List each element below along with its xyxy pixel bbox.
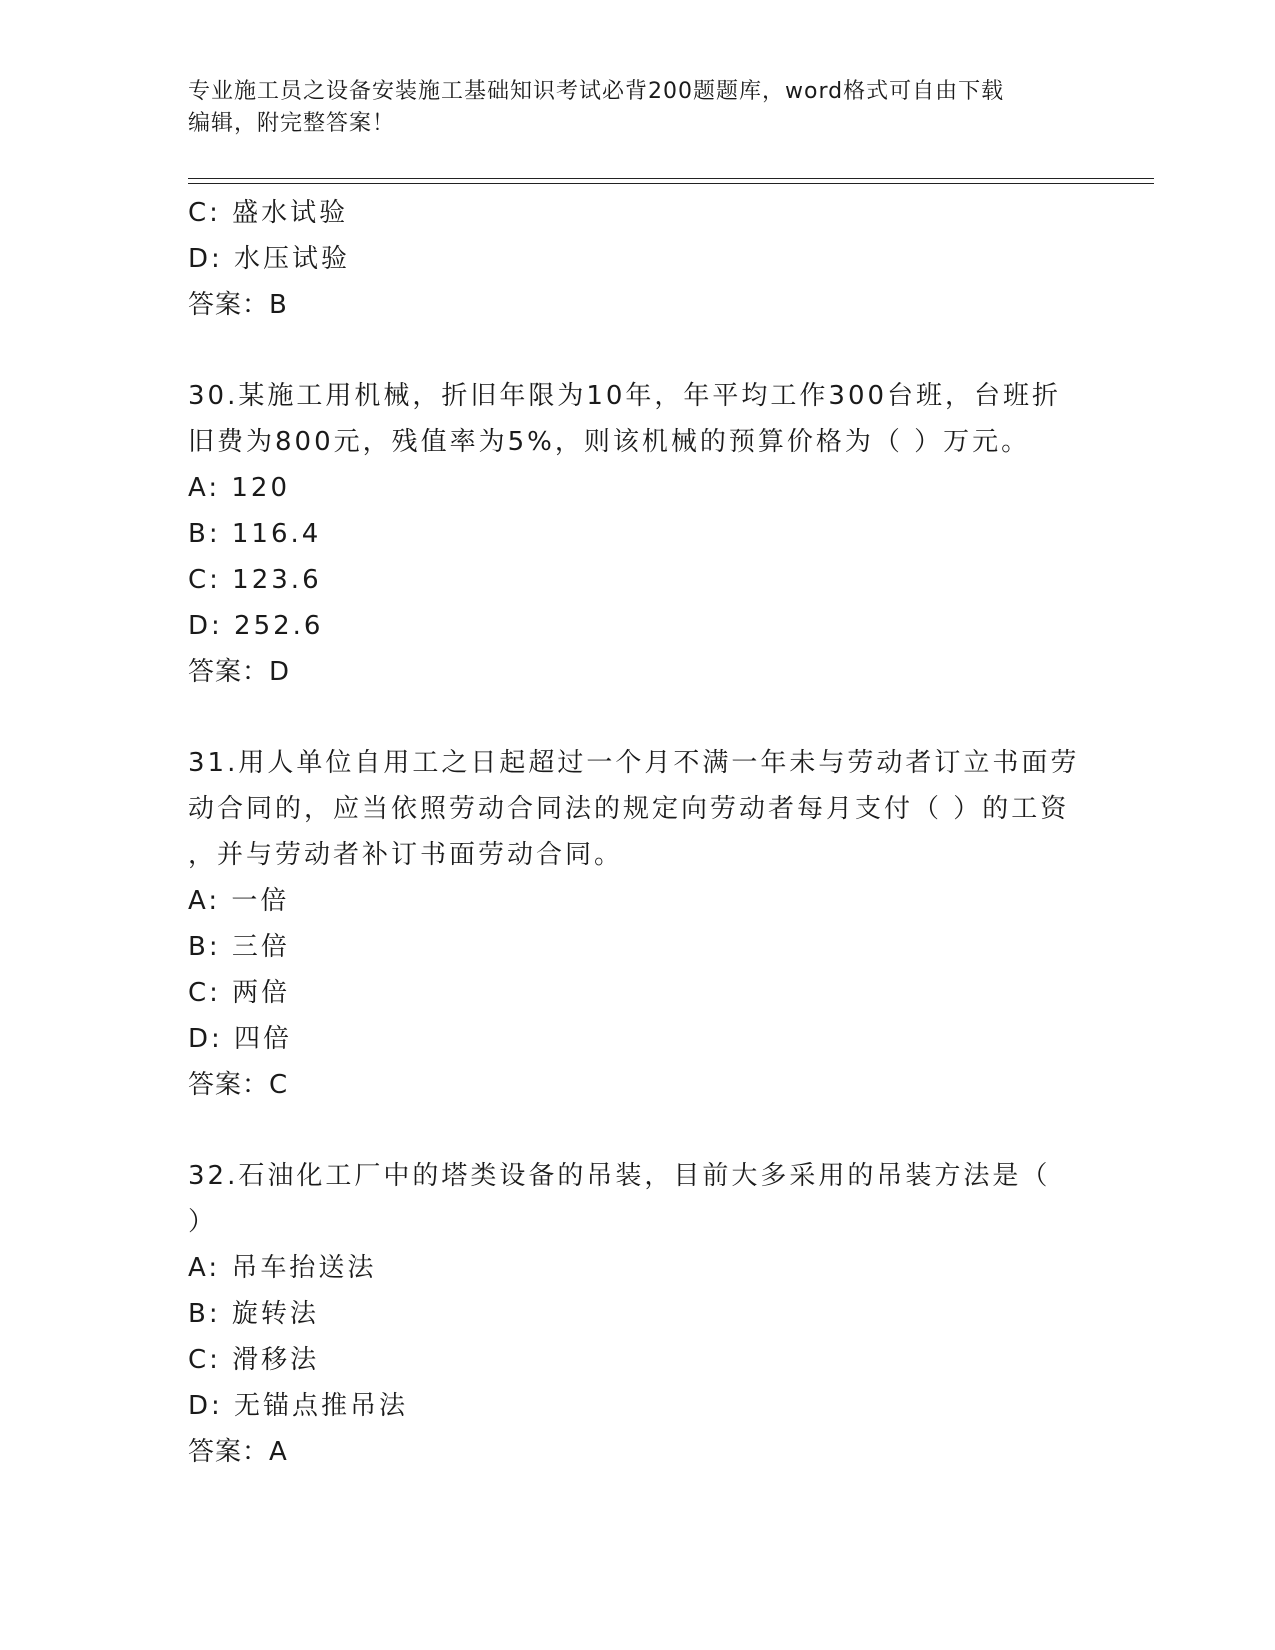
answer-line: 答案：A [188, 1437, 288, 1467]
question-29-tail [188, 190, 1088, 328]
question-text-line: 旧费为800元，残值率为5%，则该机械的预算价格为（ ）万元。 [188, 427, 1031, 457]
question-text-line: ，并与劳动者补订书面劳动合同。 [188, 840, 624, 870]
answer-line: 答案：B [188, 290, 288, 320]
answer-line: 答案：C [188, 1070, 289, 1100]
option-a: A: 一倍 [188, 886, 290, 916]
option-b: B: 116.4 [188, 519, 322, 549]
answer-line: 答案：D [188, 657, 291, 687]
question-text-line: 32.石油化工厂中的塔类设备的吊装，目前大多采用的吊装方法是（ [188, 1161, 1051, 1191]
header-title-line-2: 编辑，附完整答案！ [188, 111, 396, 136]
question-text-line: 30.某施工用机械，折旧年限为10年，年平均工作300台班，台班折 [188, 381, 1062, 411]
option-b: B: 三倍 [188, 932, 290, 962]
question-text-line: 动合同的，应当依照劳动合同法的规定向劳动者每月支付（ ）的工资 [188, 794, 1070, 824]
document-header [188, 76, 1068, 140]
option-a: A: 120 [188, 473, 290, 503]
question-31 [188, 740, 1088, 1108]
spacer [188, 328, 1088, 373]
option-b: B: 旋转法 [188, 1299, 319, 1329]
document-body [188, 190, 1088, 1475]
question-text-line: 31.用人单位自用工之日起超过一个月不满一年未与劳动者订立书面劳 [188, 748, 1080, 778]
option-c: C: 盛水试验 [188, 198, 349, 228]
option-a: A: 吊车抬送法 [188, 1253, 377, 1283]
header-title-line-1: 专业施工员之设备安装施工基础知识考试必背200题题库，word格式可自由下载 [188, 79, 1005, 104]
option-c: C: 滑移法 [188, 1345, 320, 1375]
option-c: C: 两倍 [188, 978, 291, 1008]
header-divider-bottom [188, 183, 1154, 184]
option-c: C: 123.6 [188, 565, 322, 595]
document-page [188, 0, 1148, 1650]
option-d: D: 252.6 [188, 611, 324, 641]
header-divider-top [188, 178, 1154, 179]
option-d: D: 无锚点推吊法 [188, 1391, 409, 1421]
spacer [188, 695, 1088, 740]
question-text-line: ） [188, 1207, 218, 1237]
option-d: D: 水压试验 [188, 244, 351, 274]
spacer [188, 1108, 1088, 1153]
option-d: D: 四倍 [188, 1024, 293, 1054]
question-30 [188, 373, 1088, 695]
question-32 [188, 1153, 1088, 1475]
